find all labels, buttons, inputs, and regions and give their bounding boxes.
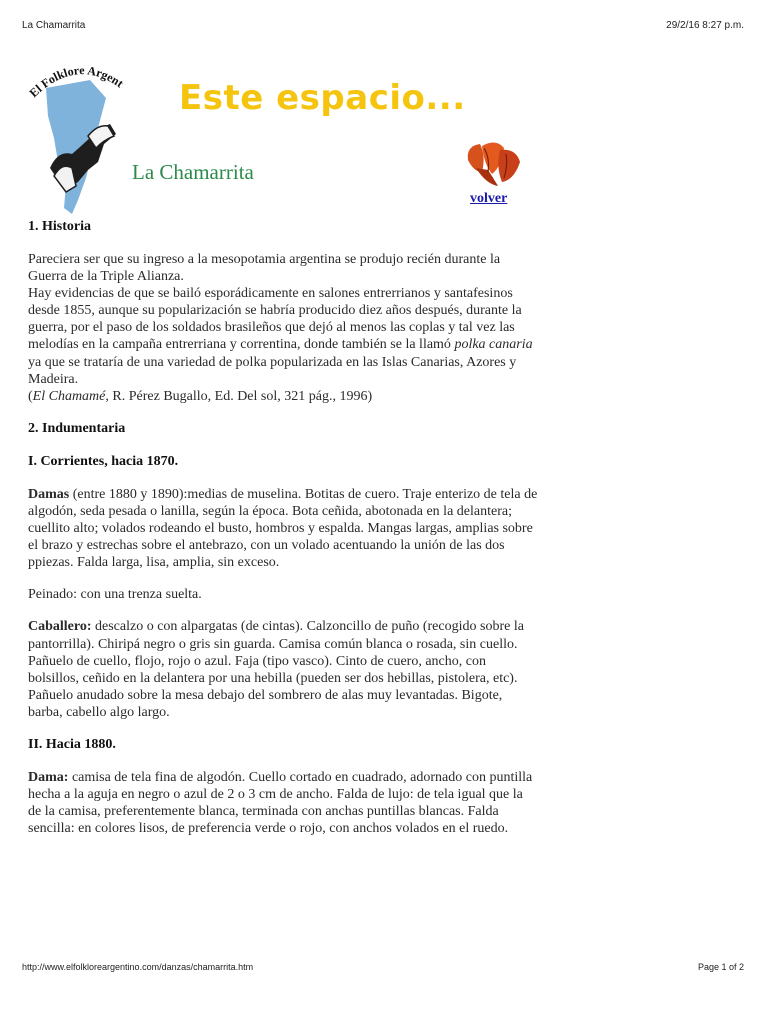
damas-paragraph xyxy=(28,486,538,571)
print-header-title: La Chamarrita xyxy=(22,20,86,31)
print-header-datetime: 29/2/16 8:27 p.m. xyxy=(666,20,744,31)
historia-paragraph xyxy=(28,251,538,405)
historia-polka-canaria: polka canaria xyxy=(454,337,533,353)
caballero-label: Caballero: xyxy=(28,619,92,635)
historia-text-1: Pareciera ser que su ingreso a la mesopotamia argentina se produjo recién durante la Guerra de la Triple Alianza. xyxy=(28,252,501,285)
dama-paragraph xyxy=(28,769,538,837)
print-footer-url: http://www.elfolkloreargentino.com/danzas/chamarrita.htm xyxy=(22,962,254,972)
damas-label: Damas xyxy=(28,486,70,502)
section-heading-indumentaria: 2. Indumentaria xyxy=(28,420,126,436)
print-header xyxy=(0,0,768,40)
volver-link[interactable]: volver xyxy=(470,191,508,206)
print-footer-page: Page 1 of 2 xyxy=(697,962,744,972)
dama-text: camisa de tela fina de algodón. Cuello cortado en cuadrado, adornado con puntilla hecha a la aguja en negro o azul de 2 o 3 cm de ancho. Falda de lujo: de tela igual que la de la camisa, preferentemente blanca, terminada con anchas puntillas blancas. Falda sencilla: en colores lisos, de preferencia verde o rojo, con anchos volados en el ruedo. xyxy=(28,769,533,837)
page-subtitle: La Chamarrita xyxy=(132,160,254,184)
ceibo-flower-icon xyxy=(462,138,524,192)
folklore-logo-icon xyxy=(28,58,124,218)
caballero-paragraph xyxy=(28,618,538,721)
article-content xyxy=(28,218,538,852)
citation-title: El Chamamé xyxy=(32,388,106,404)
subheading-1880: II. Hacia 1880. xyxy=(28,736,116,752)
caballero-text: descalzo o con alpargatas (de cintas). Calzoncillo de puño (recogido sobre la pantorrilla). Chiripá negro o gris sin guarda. Camisa común blanca o rosada, sin cuello. Pañuelo de cuello, flojo, rojo o azul. Faja (tipo vasco). Cinto de cuero, ancho, con bolsillos, ceñido en la delantera por una hebilla (pueden ser dos hebillas, pistolera, etc). Pañuelo anudado sobre la mesa debajo del sombrero de alas muy levantadas. Bigote, barba, cabello algo largo. xyxy=(28,619,524,720)
subheading-corrientes-1870: I. Corrientes, hacia 1870. xyxy=(28,453,179,469)
logo-text: El Folklore Argen xyxy=(28,63,123,101)
historia-text-2a: Hay evidencias de que se bailó esporádicamente en salones entrerrianos y santafesinos desde 1855, aunque su popularización se habría producido diez años después, durante la guerra, por el paso de los soldados brasileños que dejó al menos las coplas y tal vez las melodías en la campaña entrerriana y correntina, donde también se la llamó xyxy=(28,286,522,353)
citation-rest: , R. Pérez Bugallo, Ed. Del sol, 321 pág., 1996) xyxy=(105,388,373,404)
historia-text-2b: ya que se trataría de una variedad de polka popularizada en las Islas Canarias, Azores y Madeira. xyxy=(28,354,517,387)
dama-label: Dama: xyxy=(28,769,69,785)
damas-text: (entre 1880 y 1890):medias de muselina. Botitas de cuero. Traje enterizo de tela de algodón, seda pesada o lanilla, según la época. Bota ceñida, abotonada en la delantera; cuellito alto; volados rodeando el busto, hombros y espalda. Mangas largas, amplias sobre el brazo y estrechas sobre el antebrazo, con un volado acentuando la unión de las dos ppiezas. Falda larga, lisa, amplia, sin exceso. xyxy=(28,486,538,571)
citation-open: ( xyxy=(28,388,33,404)
peinado-paragraph: Peinado: con una trenza suelta. xyxy=(28,587,202,603)
section-heading-historia: 1. Historia xyxy=(28,219,91,234)
print-footer xyxy=(0,956,768,980)
banner-text: Este espacio... xyxy=(179,78,466,118)
